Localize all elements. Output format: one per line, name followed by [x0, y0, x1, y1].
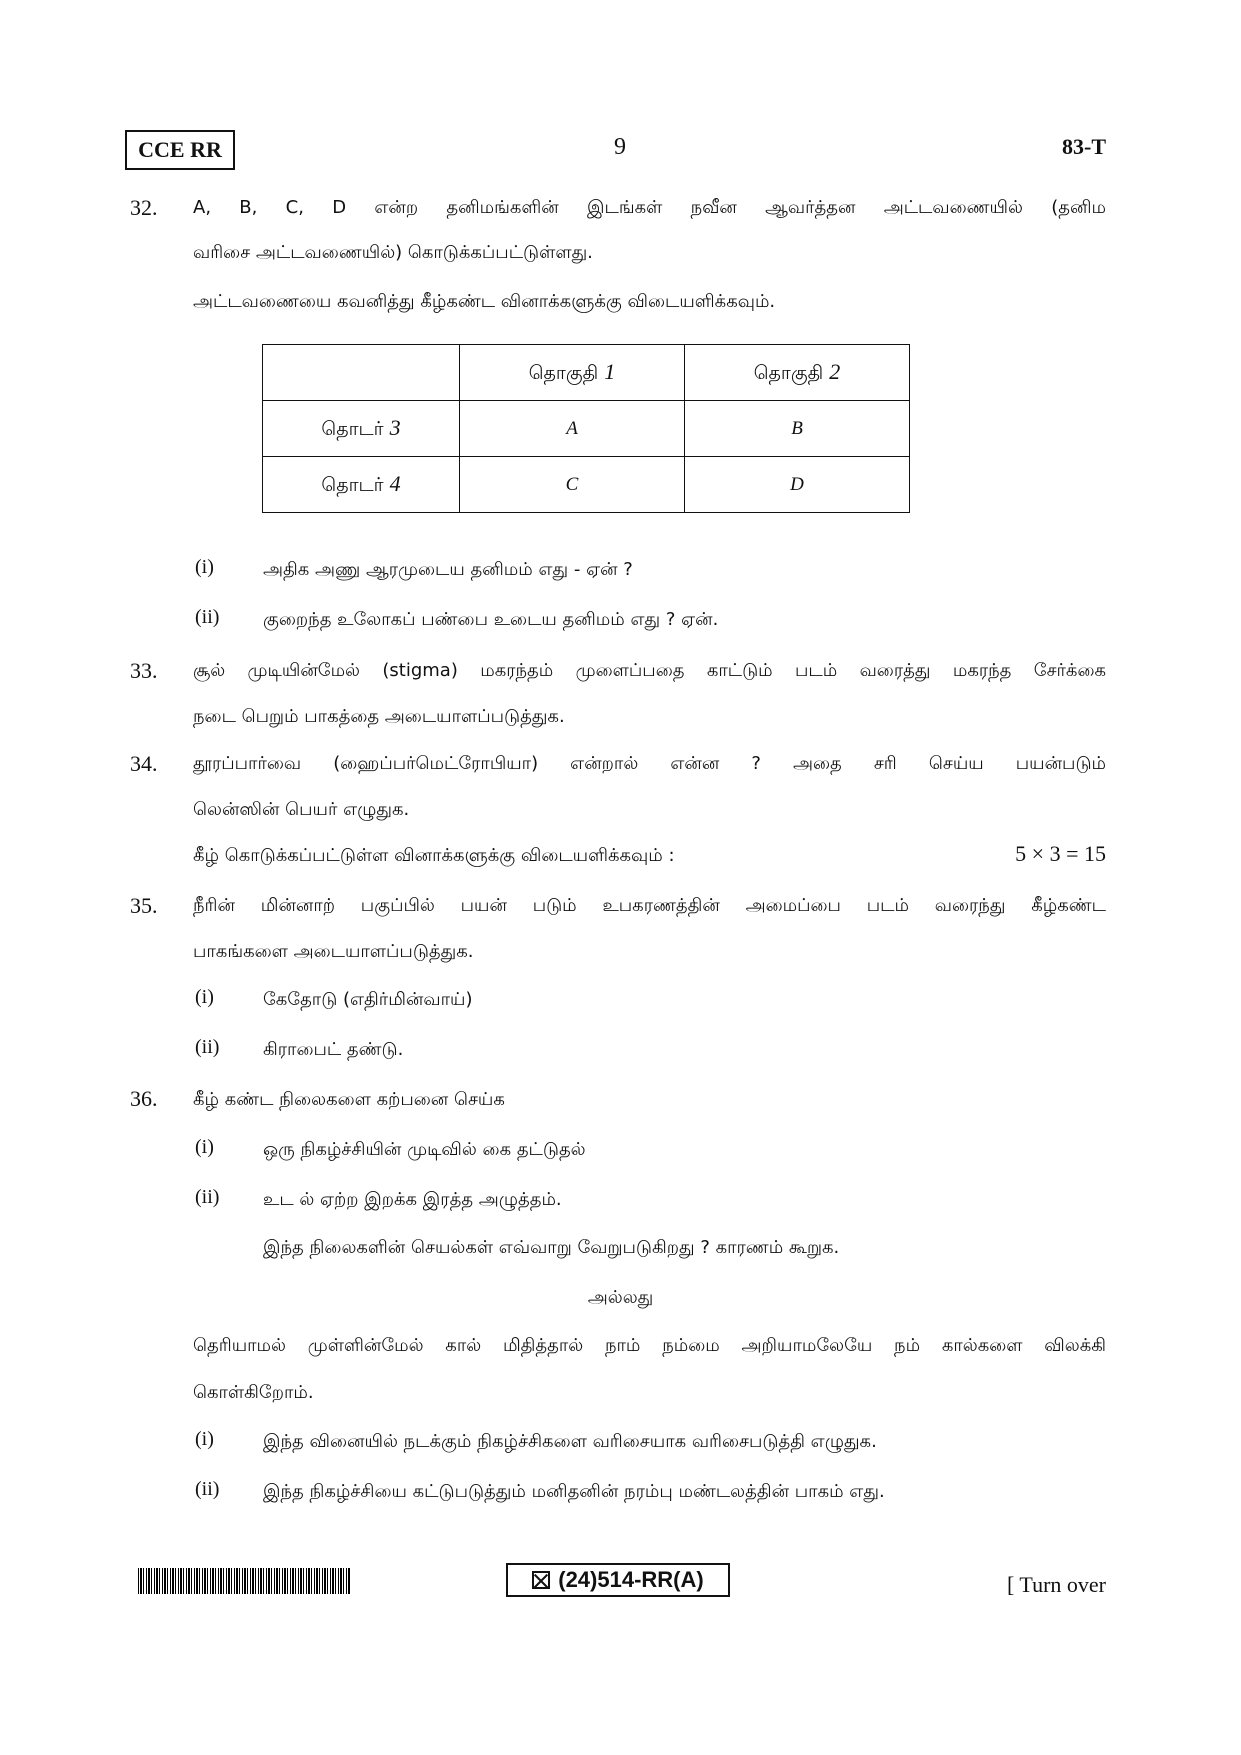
q32-line-2: வரிசை அட்டவணையில்) கொடுக்கப்பட்டுள்ளது. — [193, 242, 593, 263]
q32-sub-1-text: அதிக அணு ஆரமுடைய தனிமம் எது - ஏன் ? — [263, 559, 633, 580]
course-code-box: CCE RR — [125, 130, 235, 170]
q36-alt-line-2: கொள்கிறோம். — [193, 1382, 314, 1403]
q32-line-3: அட்டவணையை கவனித்து கீழ்கண்ட வினாக்களுக்கு விடையளிக்கவும். — [193, 291, 776, 312]
footer-code: (24)514-RR(A) — [558, 1567, 704, 1592]
q32-line-1: A, B, C, D என்ற தனிமங்களின் இடங்கள் நவீன ஆவர்த்தன அட்டவணையில் (தனிம — [193, 197, 1106, 218]
q35-line-2: பாகங்களை அடையாளப்படுத்துக. — [193, 941, 474, 962]
paper-code: 83-T — [1062, 134, 1106, 159]
q32-sub-1-label: (i) — [195, 556, 214, 578]
q36-alt-sub-1-label: (i) — [195, 1428, 214, 1450]
q32-sub-2-label: (ii) — [195, 606, 220, 628]
q36-line-1: கீழ் கண்ட நிலைகளை கற்பனை செய்க — [193, 1089, 505, 1110]
q35-sub-1-text: கேதோடு (எதிர்மின்வாய்) — [263, 989, 473, 1010]
table-header-group-1: தொகுதி 1 — [460, 345, 685, 401]
q35-sub-1-label: (i) — [195, 986, 214, 1008]
table-cell-c: C — [460, 457, 685, 513]
question-number-35: 35. — [130, 893, 158, 918]
question-number-36: 36. — [130, 1086, 158, 1111]
q33-line-2: நடை பெறும் பாகத்தை அடையாளப்படுத்துக. — [193, 706, 565, 727]
question-number-34: 34. — [130, 751, 158, 776]
table-cell-b: B — [685, 401, 910, 457]
table-corner-cell — [263, 345, 460, 401]
q36-sub-1-text: ஒரு நிகழ்ச்சியின் முடிவில் கை தட்டுதல் — [263, 1139, 586, 1160]
q36-sub-2-text: உட ல் ஏற்ற இறக்க இரத்த அழுத்தம். — [263, 1189, 562, 1210]
q35-line-1: நீரின் மின்னாற் பகுப்பில் பயன் படும் உபகரணத்தின் அமைப்பை படம் வரைந்து கீழ்கண்ட — [193, 895, 1106, 916]
q36-alt-line-1: தெரியாமல் முள்ளின்மேல் கால் மிதித்தால் நாம் நம்மை அறியாமலேயே நம் கால்களை விலக்கி — [193, 1335, 1106, 1356]
q36-alt-sub-2-label: (ii) — [195, 1478, 220, 1500]
q35-sub-2-label: (ii) — [195, 1036, 220, 1058]
q34-line-2: லென்ஸின் பெயர் எழுதுக. — [193, 799, 410, 820]
q35-sub-2-text: கிராபைட் தண்டு. — [263, 1039, 404, 1060]
question-number-32: 32. — [130, 195, 158, 220]
section-marks: 5 × 3 = 15 — [1015, 841, 1106, 866]
table-row-period-3: தொடர் 3 — [263, 401, 460, 457]
q34-line-1: தூரப்பார்வை (ஹைப்பர்மெட்ரோபியா) என்றால் என்ன ? அதை சரி செய்ய பயன்படும் — [193, 753, 1106, 774]
q36-sub-2-label: (ii) — [195, 1186, 220, 1208]
periodic-table-excerpt — [262, 344, 910, 513]
q36-question: இந்த நிலைகளின் செயல்கள் எவ்வாறு வேறுபடுகிறது ? காரணம் கூறுக. — [263, 1237, 840, 1258]
footer-code-box — [506, 1563, 730, 1597]
q36-sub-1-label: (i) — [195, 1136, 214, 1158]
table-row-period-4: தொடர் 4 — [263, 457, 460, 513]
table-header-group-2: தொகுதி 2 — [685, 345, 910, 401]
q32-sub-2-text: குறைந்த உலோகப் பண்பை உடைய தனிமம் எது ? ஏன். — [263, 609, 719, 630]
table-cell-a: A — [460, 401, 685, 457]
table-cell-d: D — [685, 457, 910, 513]
section-instruction: கீழ் கொடுக்கப்பட்டுள்ள வினாக்களுக்கு விடையளிக்கவும் : — [193, 845, 675, 866]
q36-alt-sub-1-text: இந்த வினையில் நடக்கும் நிகழ்ச்சிகளை வரிசையாக வரிசைபடுத்தி எழுதுக. — [263, 1431, 877, 1452]
question-number-33: 33. — [130, 658, 158, 683]
turn-over-text: [ Turn over — [1006, 1572, 1106, 1597]
barcode — [138, 1568, 350, 1594]
or-separator: அல்லது — [587, 1287, 654, 1308]
cross-box-icon — [532, 1571, 550, 1589]
page-number: 9 — [614, 134, 626, 160]
q33-line-1: சூல் முடியின்மேல் (stigma) மகரந்தம் முளைப்பதை காட்டும் படம் வரைத்து மகரந்த சேர்க்கை — [193, 660, 1106, 681]
q36-alt-sub-2-text: இந்த நிகழ்ச்சியை கட்டுபடுத்தும் மனிதனின் நரம்பு மண்டலத்தின் பாகம் எது. — [263, 1481, 885, 1502]
